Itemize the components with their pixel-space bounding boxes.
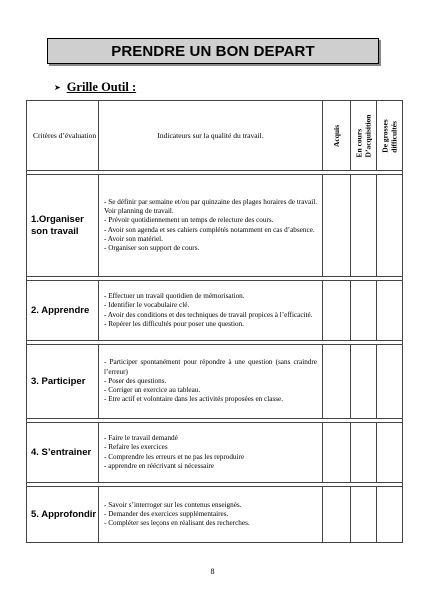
indicator-item: - Organiser son support de cours. [104, 243, 200, 252]
difficultes-cell[interactable] [377, 281, 403, 341]
acquis-cell[interactable] [323, 175, 351, 277]
header-acquis-text: Acquis [331, 124, 341, 147]
difficultes-cell[interactable] [377, 487, 403, 543]
acquis-cell[interactable] [323, 423, 351, 483]
header-difficultes-text [381, 119, 398, 152]
header-indicators: Indicateurs sur la qualité du travail. [99, 101, 323, 171]
page-number: 8 [210, 567, 215, 576]
header-acquis [323, 101, 351, 171]
indicator-item: - Participer spontanément pour répondre à une question (sans craindre l’erreur) [104, 358, 317, 376]
header-en-cours-text [355, 114, 372, 157]
criterion-cell: 2. Apprendre [27, 281, 99, 341]
criterion-cell: 5. Approfondir [27, 487, 99, 543]
en-cours-cell[interactable] [351, 175, 377, 277]
indicator-item: - Identifier le vocabulaire clé. [104, 301, 190, 310]
indicator-item: - Etre actif et volontaire dans les activités proposées en classe. [104, 395, 284, 404]
header-en-cours-line2: D’acquisition [362, 114, 372, 157]
indicator-item: - Se définir par semaine et/ou par quinzaine des plages horaires de travail. Voir planning de travail. [104, 197, 317, 216]
table-row [27, 281, 403, 341]
en-cours-cell[interactable] [351, 345, 377, 419]
indicator-item: - Effectuer un travail quotidien de mémorisation. [104, 292, 245, 301]
header-difficultes-line1: De grosses [380, 118, 389, 153]
indicator-item: - Refaire les exercices [104, 443, 168, 452]
indicator-item: - Demander des exercices supplémentaires. [104, 509, 229, 518]
en-cours-cell[interactable] [351, 423, 377, 483]
difficultes-cell[interactable] [377, 423, 403, 483]
acquis-cell[interactable] [323, 487, 351, 543]
acquis-cell[interactable] [323, 345, 351, 419]
table-row [27, 345, 403, 419]
indicators-cell [99, 175, 323, 277]
grid-body [27, 171, 403, 543]
indicators-cell [99, 345, 323, 419]
section-heading [54, 80, 136, 95]
header-row [27, 101, 403, 171]
indicator-item: - Comprendre les erreurs et ne pas les reproduire [104, 452, 245, 461]
header-en-cours-line1: En cours [354, 128, 363, 157]
indicator-item: - Corriger un exercice au tableau. [104, 386, 201, 395]
indicator-item: - Poser des questions. [104, 376, 167, 385]
en-cours-cell[interactable] [351, 281, 377, 341]
header-difficultes [377, 101, 403, 171]
indicator-item: - Avoir son agenda et ses cahiers complétés notamment en cas d’absence. [104, 225, 315, 234]
header-difficultes-line2: difficultés [388, 120, 398, 153]
criterion-cell: 4. S’entrainer [27, 423, 99, 483]
difficultes-cell[interactable] [377, 175, 403, 277]
indicator-item: - Avoir son matériel. [104, 234, 163, 243]
indicator-item: - Repérer les difficultés pour poser une question. [104, 319, 244, 328]
difficultes-cell[interactable] [377, 345, 403, 419]
indicator-item: - Prévoir quotidiennement un temps de relecture des cours. [104, 216, 274, 225]
criterion-cell: 3. Participer [27, 345, 99, 419]
table-row [27, 175, 403, 277]
indicator-item: - Faire le travail demandé [104, 434, 178, 443]
page-title: PRENDRE UN BON DEPART [111, 42, 315, 60]
arrow-bullet-icon: ➤ [54, 83, 61, 92]
indicators-cell [99, 423, 323, 483]
header-en-cours [351, 101, 377, 171]
en-cours-cell[interactable] [351, 487, 377, 543]
evaluation-grid [26, 100, 403, 543]
table-row [27, 423, 403, 483]
title-banner [47, 38, 379, 64]
indicator-item: - Savoir s’interroger sur les contenus enseignés. [104, 500, 242, 509]
header-criteria: Critères d’évaluation [27, 101, 99, 171]
section-heading-text: Grille Outil : [66, 80, 137, 94]
acquis-cell[interactable] [323, 281, 351, 341]
indicator-item: - Avoir des conditions et des techniques de travail propices à l’efficacité. [104, 310, 313, 319]
indicators-cell [99, 281, 323, 341]
table-row [27, 487, 403, 543]
indicator-item: - apprendre en réécrivant si nécessaire [104, 461, 214, 470]
indicator-item: - Compléter ses leçons en réalisant des recherches. [104, 519, 250, 528]
criterion-cell: 1.Organiser son travail [27, 175, 99, 277]
indicators-cell [99, 487, 323, 543]
